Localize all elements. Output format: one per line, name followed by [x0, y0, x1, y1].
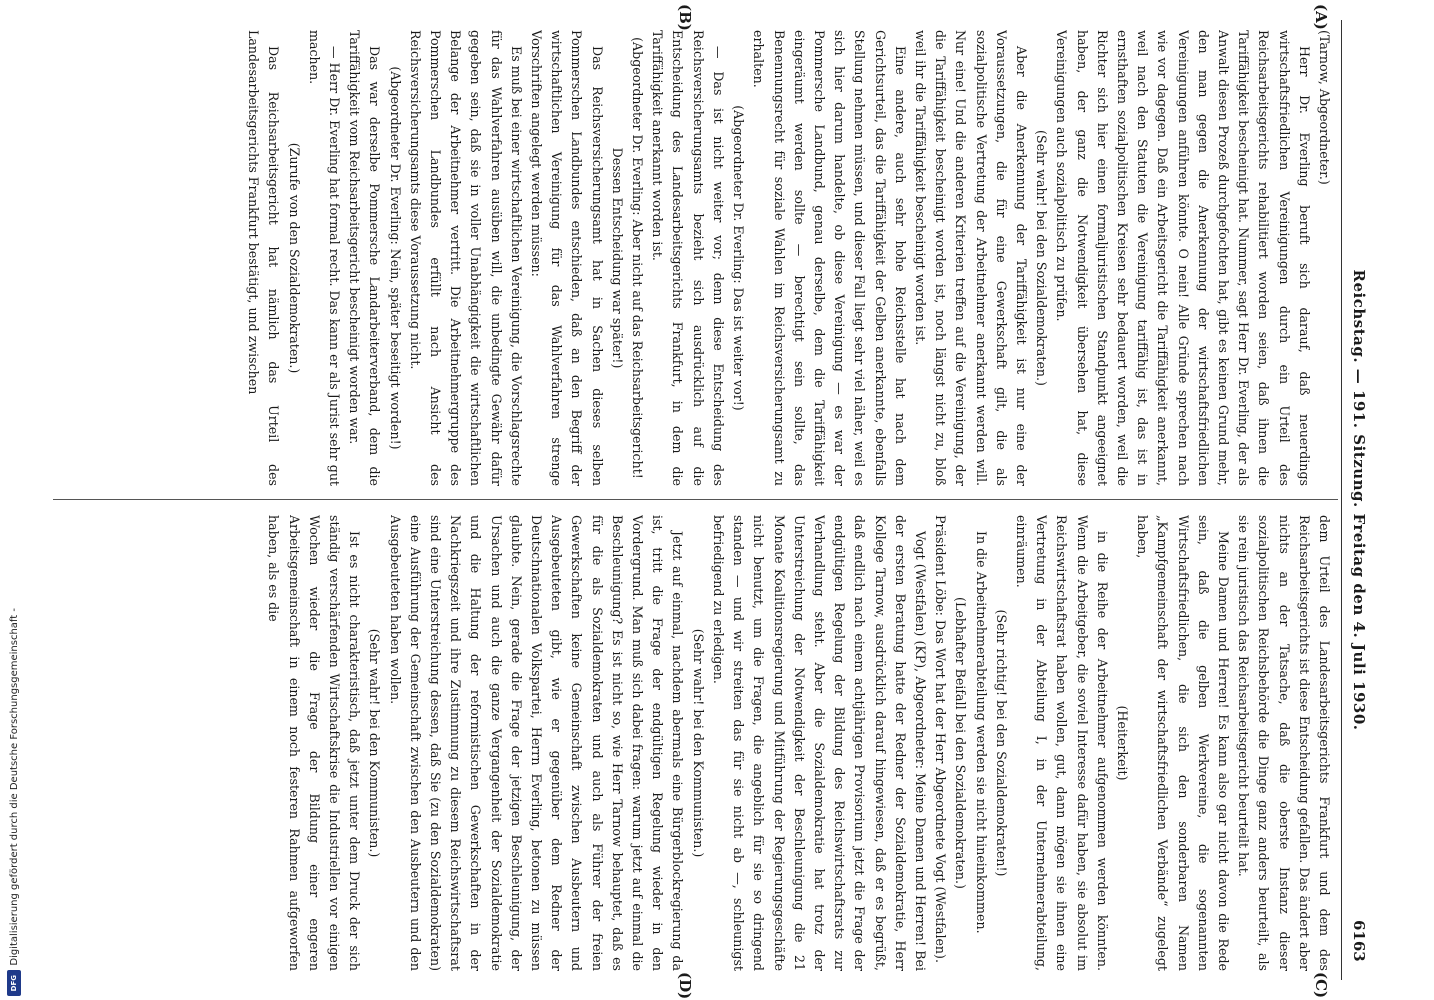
- margin-marker-d: (D): [676, 972, 694, 1000]
- left-text-column: [54, 30, 1334, 486]
- body-paragraph: In die Arbeitnehmerabteilung werden sie nicht hineinkommen.: [973, 531, 989, 934]
- page-header: [1344, 20, 1374, 980]
- interjection-paragraph: (Sehr richtig! bei den Sozialdemokraten!): [993, 609, 1009, 877]
- body-paragraph: Jetzt auf einmal, nachdem abermals eine Bürgerblockregierung da ist, tritt die Frage der endgültigen Regelung wieder in den Vordergrund. Man muß sich dabei fragen: warum jetzt auf einmal die Beschleunigung? Es ist nicht so, wie Herr Tarnow behauptet, daß es für die als Sozialdemokraten und auch als Führer der freien Gewerkschaften keine Gemeinschaft zwischen Ausbeutern und Ausgebeuteten gibt, wie er gegenüber dem Redner der Deutschnationalen Volkspartei, Herrn Everling, betonen zu müssen glaubte. Nein, gerade die Frage der jetzigen Beschleunigung, der Ursachen und auch die ganze Vergangenheit der Sozialdemokratie und die Haltung der reformistischen Gewerkschaften in der Nachkriegszeit und ihre Zustimmung zu diesem Reichswirtschaftsrat sind eine Unterstreichung dessen, daß Sie (zu den Sozialdemokraten) eine Ausführung der Gemeinschaft zwischen den Ausbeutern und den Ausgebeuteten haben wollen.: [387, 515, 686, 971]
- body-paragraph: Vogt (Westfalen) (KP), Abgeordneter: Meine Damen und Herren! Bei der ersten Beratung hatte der Redner der Sozialdemokratie, Herr Kollege Tarnow, ausdrücklich darauf hingewiesen, daß er es begrüßt, daß endlich nach einem achtjährigen Provisorium jetzt die Frage der endgültigen Regelung der Bildung des Reichswirtschaftsrats zur Verhandlung steht. Aber die Sozialdemokratie hat trotz der Unterstreichung der Notwendigkeit der Beschleunigung die 21 Monate Koalitionsregierung und Mitführung der Regierungsgeschäfte nicht benutzt, um die Fragen, die angeblich für sie so dringend standen — und wir streiten das für sie nicht ab —, schleunigst befriedigend zu erledigen.: [710, 515, 928, 971]
- page-number: 6163: [1350, 920, 1368, 962]
- body-paragraph: — Herr Dr. Everling hat formal recht. Das kann er als Jurist sehr gut machen.: [306, 30, 343, 486]
- body-paragraph: Eine andere, auch sehr hohe Reichsstelle hat nach dem Gerichtsurteil, das die Tariffähigkeit der Gelben anerkannte, ebenfalls Stellung nehmen müssen, und dieser Fall liegt sehr viel näher, weil es sich hier darum handelte, ob diese Vereinigung — es war der Pommersche Landbund, genau derselbe, dem die Tariffähigkeit eingeräumt werden sollte — berechtigt sein sollte, das Benennungsrecht für soziale Wahlen im Reichsversicherungsamt zu erhalten.: [751, 30, 908, 486]
- body-paragraph: Meine Damen und Herren! Es kann also gar nicht davon die Rede sein, daß die gelben Werkvereine, die sogenannten Wirtschaftsfriedlichen, die sich den sonderbaren Namen „Kampfgemeinschaft der wirtschaftsfriedlichen Verbände“ zugelegt haben,: [1135, 515, 1231, 971]
- interjection-paragraph: (Sehr wahr! bei den Sozialdemokraten.): [1034, 130, 1050, 386]
- interjection-paragraph: (Heiterkeit): [1114, 705, 1130, 781]
- body-paragraph: Ist es nicht charakteristisch, daß jetzt unter dem Druck der sich ständig verschärfenden Wirtschaftskrise die Industriellen vor einigen Wochen wieder die Frage der Bildung einer engeren Arbeitsgemeinschaft in einem noch festeren Rahmen aufgeworfen haben, als es die: [266, 515, 363, 971]
- interjection-paragraph: (Sehr wahr! bei den Kommunisten.): [690, 628, 706, 858]
- digitization-credit-text: Digitalisierung gefördert durch die Deutsche Forschungsgemeinschaft -: [8, 608, 20, 966]
- body-paragraph: dem Urteil des Landesarbeitsgerichts Frankfurt und dem des Reichsarbeitsgerichts ist diese Entscheidung gefallen. Das ändert aber nichts an der Tatsache, daß die oberste Instanz dieser sozialpolitischen Reichsbehörde die Dinge ganz anders beurteilt, als sie rein juristisch das Reichsarbeitsgericht beurteilt hat.: [1236, 515, 1332, 971]
- body-paragraph: Herr Dr. Everling beruft sich darauf, daß neuerdings wirtschaftsfriedlichen Vereinigungen durch ein Urteil des Reichsarbeitsgerichts rehabilitiert worden seien, daß ihnen die Tariffähigkeit bescheinigt hat. Nummer, sagt Herr Dr. Everling, der als Anwalt diesen Prozeß durchgefochten hat, gibt es keinen Grund mehr, den man gegen die Anerkennung der wirtschaftsfriedlichen Vereinigungen anführen könnte. O nein! Alle Gründe sprechen nach wie vor dagegen. Daß ein Arbeitsgericht die Tariffähigkeit anerkannt, weil nach den Statuten die Vereinigung tariffähig ist, das ist in ernsthaften sozialpolitischen Kreisen sehr bedauert worden, weil die Richter sich hier einen formaljuristischen Standpunkt angeeignet haben, der ganz die Notwendigkeit übersehen hat, diese Vereinigungen auch sozialpolitisch zu prüfen.: [1054, 30, 1312, 486]
- page-title: Reichstag. — 191. Sitzung. Freitag den 4. Juli 1930.: [1350, 269, 1368, 731]
- interjection-paragraph: (Lebhafter Beifall bei den Sozialdemokraten.): [953, 597, 969, 889]
- interjection-paragraph: (Abgeordneter Dr. Everling: Das ist weiter vor!): [731, 105, 747, 411]
- body-paragraph: — Das ist nicht weiter vor; denn diese Entscheidung des Reichsversicherungsamts bezieht sich ausdrücklich auf die Entscheidung des Landesarbeitsgerichts Frankfurt, in dem die Tariffähigkeit anerkannt worden ist.: [650, 30, 726, 486]
- header-rule: [1341, 20, 1342, 980]
- body-paragraph: Aber die Anerkennung der Tariffähigkeit ist nur eine der Voraussetzungen, die für eine Gewerkschaft gilt, die als sozialpolitische Vertretung der Arbeitnehmer anerkannt werden will. Nur eine! Und die anderen Kriterien treffen auf die Vereinigung, der die Tariffähigkeit bescheinigt worden ist, noch längst nicht zu, bloß weil ihr die Tariffähigkeit bescheinigt worden ist.: [912, 30, 1029, 486]
- speaker-heading: (Tarnow, Abgeordneter.): [1317, 30, 1332, 185]
- body-paragraph: Das Reichsarbeitsgericht hat nämlich das Urteil des Landesarbeitsgerichts Frankfurt bestätigt, und zwischen: [246, 30, 282, 486]
- column-divider: [53, 499, 1338, 500]
- body-paragraph: in die Reihe der Arbeitnehmer aufgenommen werden könnten. Wenn die Arbeitgeber, die soviel Interesse dafür haben, sie absolut im Reichswirtschaftsrat haben wollen, gut, dann mögen sie ihnen eine Vertretung in der Abteilung I, in der Unternehmerabteilung, einräumen.: [1013, 515, 1110, 971]
- interjection-paragraph: (Abgeordneter Dr. Everling: Nein, später beseitigt worden!): [387, 66, 403, 450]
- interjection-paragraph: (Zurufe von den Sozialdemokraten.): [286, 142, 302, 374]
- digitization-credit: [4, 602, 24, 1000]
- speaker-heading: Präsident Löbe: Das Wort hat der Herr Abgeordnete Vogt (Westfalen).: [933, 515, 949, 963]
- body-paragraph: Es muß bei einer wirtschaftlichen Vereinigung, die Vorschlagsrechte für das Wahlverfahren ausüben will, die unbedingte Gewähr dafür gegeben sein, daß sie in voller Unabhängigkeit die wirtschaftlichen Belange der Arbeitnehmer vertritt. Die Arbeitnehmergruppe des Pommerschen Landbundes erfüllt nach Ansicht des Reichsversicherungsamts diese Voraussetzung nicht.: [407, 30, 524, 486]
- body-paragraph: Das war derselbe Pommersche Landarbeiterverband, dem die Tariffähigkeit vom Reichsarbeitsgericht bescheinigt worden war.: [347, 30, 383, 486]
- interjection-paragraph: (Abgeordneter Dr. Everling: Aber nicht auf das Reichsarbeitsgericht! Dessen Entscheidung war später!): [609, 37, 646, 479]
- dfg-logo-icon: DFG: [7, 970, 21, 996]
- margin-marker-c: (C): [1312, 972, 1330, 999]
- interjection-paragraph: (Sehr wahr! bei den Kommunisten.): [367, 628, 383, 858]
- right-text-column: [54, 515, 1334, 971]
- body-paragraph: Das Reichsversicherungsamt hat in Sachen dieses selben Pommerschen Landbundes entschieden, daß an den Begriff der wirtschaftlichen Vereinigung für das Wahlverfahren strenge Vorschriften angelegt werden müssen:: [529, 30, 605, 486]
- margin-marker-a: (A): [1312, 4, 1330, 30]
- margin-marker-b: (B): [676, 4, 694, 31]
